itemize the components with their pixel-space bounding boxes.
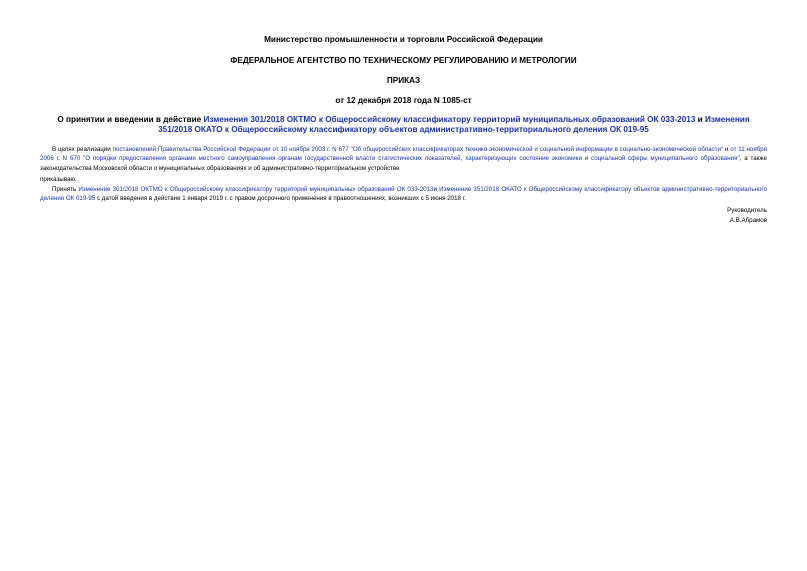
document-title	[40, 115, 767, 135]
signature-name: А.В.Абрамов	[729, 217, 767, 224]
order-text-2: и	[433, 186, 440, 193]
link-resolution-677[interactable]: постановлений Правительства Российской Федерации от 10 ноября 2003 г. N 677 "Об общероссийских классификаторах технико-экономической и социальной информации в социально-экономической области"	[112, 146, 724, 153]
signature-role: Руководитель	[727, 207, 767, 214]
order-text-1: Принять	[52, 186, 79, 193]
preamble-paragraph	[40, 145, 767, 173]
order-paragraph	[40, 185, 767, 204]
document-type-heading: ПРИКАЗ	[386, 76, 421, 85]
preamble-text-3: , а также законодательства Московской области о муниципальных образованиях и об административно-территориальном устройстве	[40, 155, 767, 172]
link-change-oktmo[interactable]: Изменение 301/2018 ОКТМО к Общероссийскому классификатору территорий муниципальных образований ОК 033-2013	[78, 186, 434, 193]
title-link-okato[interactable]: Изменения 351/2018 ОКАТО к Общероссийскому классификатору объектов административно-территориального деления ОК 019-95	[158, 115, 750, 134]
order-text-3: с датой введения в действие 1 января 2019 г. с правом досрочного применения в правоотношениях, возникших с 5 июня 2018 г.	[95, 195, 466, 203]
preamble-text-1: В целях реализации	[52, 146, 113, 153]
preamble-text-2: и	[723, 146, 731, 153]
ministry-heading: Министерство промышленности и торговли Российской Федерации	[264, 35, 543, 44]
title-link-oktmo[interactable]: Изменения 301/2018 ОКТМО к Общероссийскому классификатору территорий муниципальных образований ОК 033-2013	[203, 115, 696, 124]
link-change-okato[interactable]: Изменение 351/2018 ОКАТО к Общероссийскому классификатору объектов административно-территориального деления ОК 019-95	[40, 186, 767, 203]
title-prefix: О принятии и введении в действие	[57, 115, 204, 124]
agency-heading: ФЕДЕРАЛЬНОЕ АГЕНТСТВО ПО ТЕХНИЧЕСКОМУ РЕГУЛИРОВАНИЮ И МЕТРОЛОГИИ	[230, 56, 577, 65]
link-resolution-670[interactable]: от 11 ноября 2006 г. N 670 "О порядке предоставления органами местного самоуправления органам государственной власти статистических показателей, характеризующих состояние экономики и социальной сферы муниципального образования"	[40, 146, 767, 163]
title-middle: и	[695, 115, 705, 124]
document-date-number: от 12 декабря 2018 года N 1085-ст	[335, 96, 472, 105]
order-word: приказываю:	[40, 176, 77, 183]
